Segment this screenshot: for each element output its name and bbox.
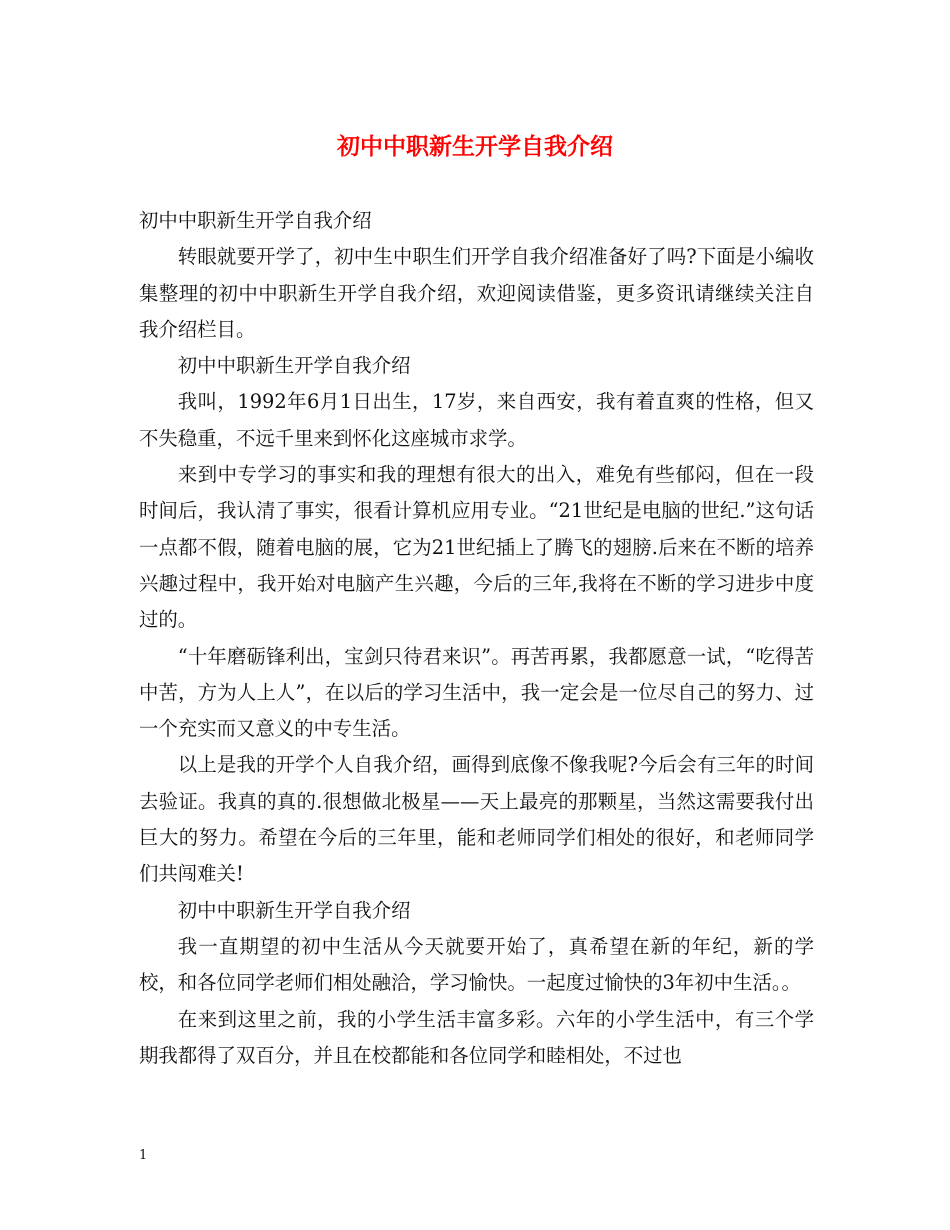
- paragraph-intro: 转眼就要开学了，初中生中职生们开学自我介绍准备好了吗?下面是小编收集整理的初中中职新生开学自我介绍，欢迎阅读借鉴，更多资讯请继续关注自我介绍栏目。: [139, 245, 814, 341]
- section-heading: 初中中职新生开学自我介绍: [177, 898, 411, 922]
- paragraph: 我叫，1992年6月1日出生，17岁，来自西安，我有着直爽的性格，但又不失稳重，不远千里来到怀化这座城市求学。: [139, 390, 814, 450]
- paragraph-subtitle: 初中中职新生开学自我介绍: [139, 209, 372, 232]
- section-heading: 初中中职新生开学自我介绍: [177, 354, 411, 378]
- document-title: 初中中职新生开学自我介绍: [337, 133, 613, 160]
- paragraph: 以上是我的开学个人自我介绍，画得到底像不像我呢?今后会有三年的时间去验证。我真的真的.很想做北极星——天上最亮的那颗星，当然这需要我付出巨大的努力。希望在今后的三年里，能和老师同学们相处的很好，和老师同学们共闯难关!: [139, 753, 814, 886]
- document-body: [139, 203, 814, 1074]
- paragraph: 在来到这里之前，我的小学生活丰富多彩。六年的小学生活中，有三个学期我都得了双百分，并且在校都能和各位同学和睦相处，不过也: [139, 1007, 814, 1067]
- page-number: 1: [139, 1148, 148, 1163]
- paragraph: 我一直期望的初中生活从今天就要开始了，真希望在新的年纪，新的学校，和各位同学老师们相处融洽，学习愉快。一起度过愉快的3年初中生活。。: [139, 934, 814, 995]
- paragraph: 来到中专学习的事实和我的理想有很大的出入，难免有些郁闷，但在一段时间后，我认清了事实，很看计算机应用专业。“21世纪是电脑的世纪.”这句话一点都不假，随着电脑的展，它为21世纪插上了腾飞的翅膀.后来在不断的培养兴趣过程中，我开始对电脑产生兴趣，今后的三年,我将在不断的学习进步中度过的。: [139, 463, 814, 632]
- paragraph: “十年磨砺锋利出，宝剑只待君来识”。再苦再累，我都愿意一试，“吃得苦中苦，方为人上人”，在以后的学习生活中，我一定会是一位尽自己的努力、过一个充实而又意义的中专生活。: [139, 644, 814, 741]
